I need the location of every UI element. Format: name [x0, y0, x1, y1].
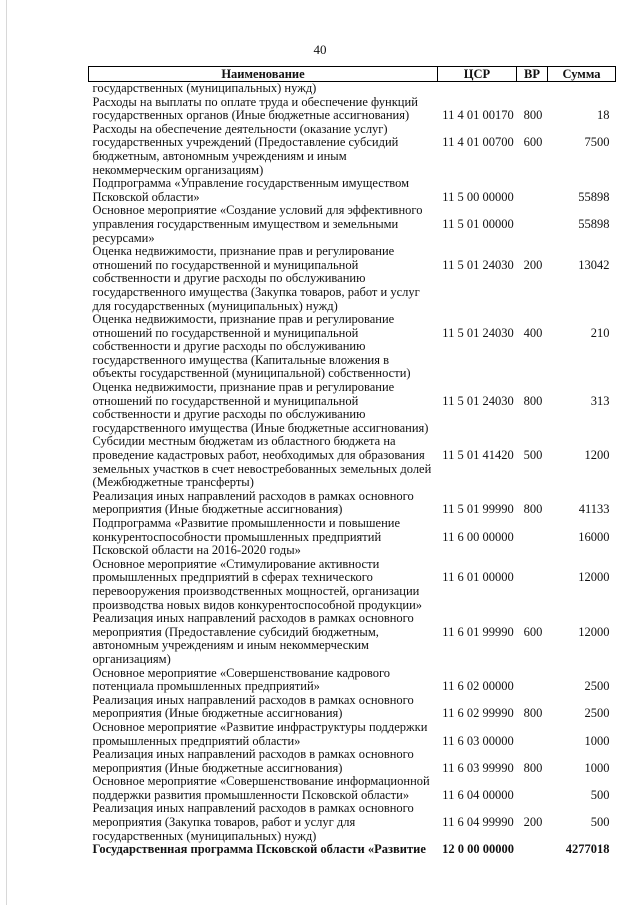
cell-csr: 11 6 00 00000: [442, 529, 514, 544]
page-edge: [6, 0, 7, 905]
cell-vr: 200: [523, 257, 543, 272]
table-row: [89, 694, 616, 721]
cell-name: государственных (муниципальных) нужд): [92, 81, 317, 95]
cell-sum: 2500: [584, 706, 610, 721]
cell-vr: [517, 558, 548, 612]
cell-vr: 600: [523, 624, 543, 639]
cell-sum: 13042: [578, 257, 610, 272]
cell-sum: 41133: [578, 502, 610, 517]
cell-csr: 11 4 01 00170: [442, 108, 514, 123]
cell-name: Оценка недвижимости, признание прав и регулирование отношений по государственной и муниципальной собственности и другие расходы по обслуживанию государственного имущества (Капитальные вложения в объекты государственной (муниципальной) собственности): [92, 312, 411, 381]
cell-sum: 500: [590, 787, 610, 802]
cell-sum: 1000: [584, 760, 610, 775]
table-row: [89, 721, 616, 748]
header-csr: ЦСР: [438, 67, 517, 82]
cell-sum: [548, 82, 616, 96]
cell-csr: 11 6 01 99990: [442, 624, 514, 639]
cell-name: Основное мероприятие «Стимулирование активности промышленных предприятий в сферах технического перевооружения производственных мощностей, организации производства новых видов конкурентоспособной продукции»: [92, 556, 423, 612]
table-row: [89, 204, 616, 245]
cell-csr: 11 6 01 00000: [442, 570, 514, 585]
cell-name: Реализация иных направлений расходов в рамках основного мероприятия (Иные бюджетные ассигнования): [92, 747, 414, 775]
cell-vr: [517, 721, 548, 748]
cell-csr: 11 5 01 00000: [442, 216, 514, 231]
table-row: [89, 123, 616, 177]
cell-csr: 11 6 02 00000: [442, 679, 514, 694]
cell-name: Расходы на выплаты по оплате труда и обеспечение функций государственных органов (Иные бюджетные ассигнования): [92, 94, 418, 123]
cell-csr: 12 0 00 00000: [442, 842, 514, 857]
cell-name: Реализация иных направлений расходов в рамках основного мероприятия (Предоставление субсидий бюджетным, автономным учреждениям и иным некоммерческим организациям): [92, 611, 414, 666]
cell-csr: 11 6 03 99990: [442, 760, 514, 775]
cell-sum: 2500: [584, 679, 610, 694]
cell-name: Основное мероприятие «Развитие инфраструктуры поддержки промышленных предприятий области»: [92, 719, 428, 748]
table-row: [89, 435, 616, 489]
cell-csr: 11 5 01 99990: [442, 502, 514, 517]
cell-vr: [517, 843, 548, 857]
table-row: [89, 802, 616, 843]
cell-name: Подпрограмма «Управление государственным имуществом Псковской области»: [92, 176, 410, 204]
cell-sum: 12000: [578, 570, 610, 585]
cell-sum: 55898: [578, 189, 610, 204]
cell-vr: [517, 82, 548, 96]
cell-sum: 1200: [584, 448, 610, 463]
cell-name: Основное мероприятие «Совершенствование кадрового потенциала промышленных предприятий»: [92, 665, 391, 694]
table-row: [89, 82, 616, 96]
cell-csr: [438, 82, 517, 96]
table-row: [89, 490, 616, 517]
cell-csr: 11 5 00 00000: [442, 189, 514, 204]
table-row: [89, 313, 616, 381]
cell-csr: 11 5 01 41420: [442, 448, 514, 463]
cell-sum: 7500: [584, 135, 610, 150]
table-row: [89, 612, 616, 666]
cell-vr: [517, 517, 548, 558]
cell-sum: 55898: [578, 216, 610, 231]
cell-vr: 200: [523, 815, 543, 830]
cell-vr: 500: [523, 448, 543, 463]
cell-name: Подпрограмма «Развитие промышленности и повышение конкурентоспособности промышленных предприятий Псковской области на 2016-2020 годы»: [92, 516, 400, 558]
table-row: [89, 177, 616, 204]
cell-name: Расходы на обеспечение деятельности (оказание услуг) государственных учреждений (Предоставление субсидий бюджетным, автономным учреждениям и иным некоммерческим организациям): [92, 121, 399, 177]
cell-name: Оценка недвижимости, признание прав и регулирование отношений по государственной и муниципальной собственности и другие расходы по обслуживанию государственного имущества (Закупка товаров, работ и услуг для государственных (муниципальных) нужд): [92, 244, 420, 313]
table-row: [89, 748, 616, 775]
cell-vr: [517, 204, 548, 245]
header-name: Наименование: [89, 67, 438, 82]
cell-vr: 600: [523, 135, 543, 150]
budget-table: [88, 66, 616, 857]
cell-name: Реализация иных направлений расходов в рамках основного мероприятия (Закупка товаров, работ и услуг для государственных (муниципальных) нужд): [92, 801, 414, 843]
cell-vr: [517, 177, 548, 204]
cell-vr: [517, 775, 548, 802]
cell-csr: 11 6 03 00000: [442, 733, 514, 748]
cell-name: Основное мероприятие «Совершенствование информационной поддержки развития промышленности Псковской области»: [92, 774, 430, 802]
cell-name: Государственная программа Псковской области «Развитие: [92, 842, 426, 857]
cell-vr: 800: [523, 760, 543, 775]
table-body: [89, 82, 616, 857]
table-row: [89, 517, 616, 558]
cell-name: Субсидии местным бюджетам из областного бюджета на проведение кадастровых работ, необходимых для образования земельных участков в счет невостребованных земельных долей (Межбюджетные трансферты): [92, 434, 432, 490]
table-row: [89, 245, 616, 313]
cell-name: Оценка недвижимости, признание прав и регулирование отношений по государственной и муниципальной собственности и другие расходы по обслуживанию государственного имущества (Иные бюджетные ассигнования): [92, 380, 429, 435]
cell-sum: 313: [590, 393, 610, 408]
cell-csr: 11 6 02 99990: [442, 706, 514, 721]
cell-csr: 11 4 01 00700: [442, 135, 514, 150]
header-vr: ВР: [517, 67, 548, 82]
cell-sum: 210: [590, 325, 610, 340]
cell-name: Реализация иных направлений расходов в рамках основного мероприятия (Иные бюджетные ассигнования): [92, 488, 414, 517]
page-number: 40: [313, 42, 327, 57]
cell-vr: 800: [523, 108, 543, 123]
cell-sum: 12000: [578, 624, 610, 639]
cell-csr: 11 5 01 24030: [442, 325, 514, 340]
table-header: [89, 67, 616, 82]
table-row: [89, 381, 616, 435]
cell-sum: 4277018: [565, 842, 610, 857]
table-row: [89, 775, 616, 802]
cell-sum: 16000: [578, 529, 610, 544]
table-row: [89, 96, 616, 123]
cell-vr: 800: [523, 393, 543, 408]
table-row: [89, 667, 616, 694]
cell-vr: 800: [523, 502, 543, 517]
cell-csr: 11 6 04 99990: [442, 815, 514, 830]
cell-vr: 800: [523, 706, 543, 721]
cell-csr: 11 6 04 00000: [442, 787, 514, 802]
cell-sum: 18: [597, 108, 610, 123]
cell-vr: [517, 667, 548, 694]
cell-sum: 1000: [584, 733, 610, 748]
cell-name: Основное мероприятие «Создание условий для эффективного управления государственным имуществом и земельными ресурсами»: [92, 203, 423, 245]
cell-csr: 11 5 01 24030: [442, 393, 514, 408]
table-row: [89, 843, 616, 857]
cell-vr: 400: [523, 325, 543, 340]
cell-sum: 500: [590, 815, 610, 830]
cell-name: Реализация иных направлений расходов в рамках основного мероприятия (Иные бюджетные ассигнования): [92, 692, 414, 721]
header-sum: Сумма: [548, 67, 616, 82]
cell-csr: 11 5 01 24030: [442, 257, 514, 272]
table-row: [89, 558, 616, 612]
